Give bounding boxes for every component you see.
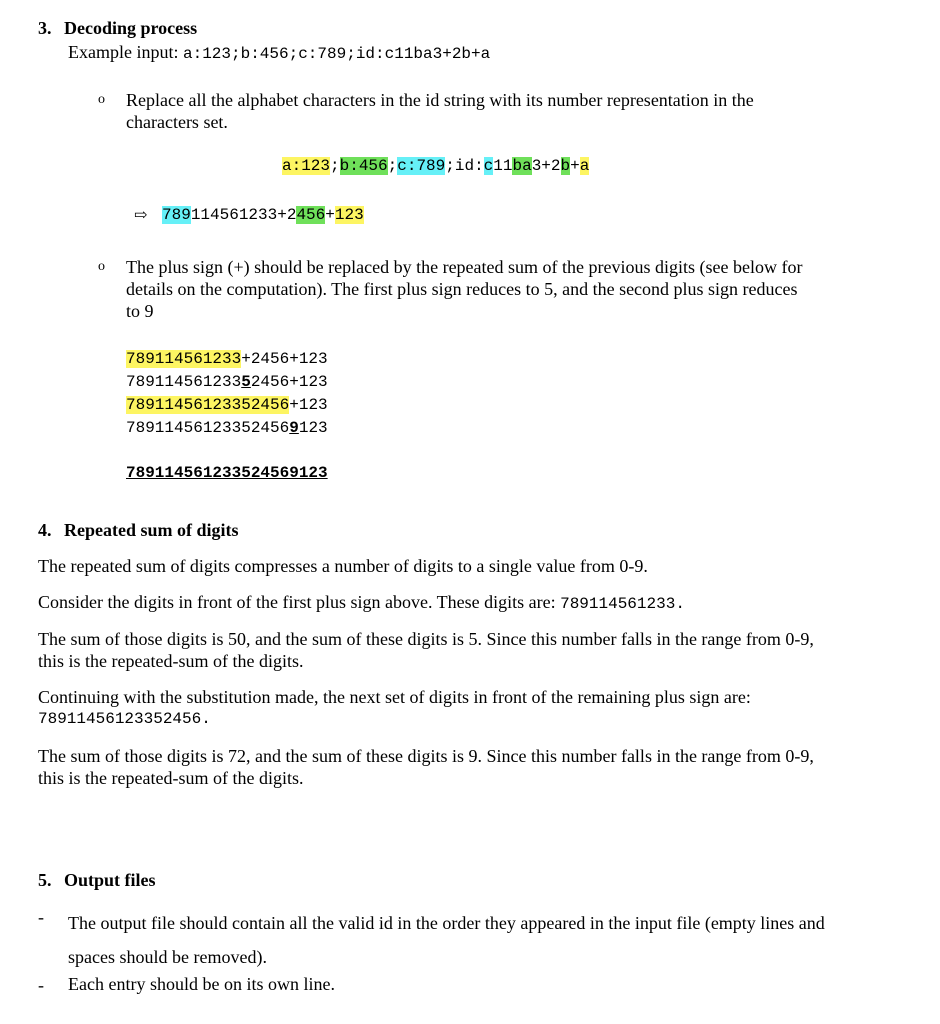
text-line: The plus sign (+) should be replaced by the repeated sum of the previous digits (see below for	[126, 257, 803, 277]
text: Consider the digits in front of the first plus sign above. These digits are:	[38, 592, 561, 612]
dash-bullet: -	[38, 907, 44, 927]
section-5-heading	[38, 870, 156, 891]
section-number: 4.	[38, 520, 52, 540]
section-3-heading	[38, 18, 197, 39]
paragraph	[38, 628, 814, 672]
step-highlight: 78911456123352456	[126, 396, 290, 414]
section-title: Decoding process	[64, 18, 198, 38]
step-line	[126, 348, 328, 371]
text-line: this is the repeated-sum of the digits.	[38, 651, 304, 671]
bullet-1-text	[126, 89, 754, 133]
enc-part: c	[483, 157, 494, 175]
dec-part: +	[325, 206, 335, 224]
enc-part: 3+2	[531, 157, 561, 175]
bullet-icon: o	[98, 259, 105, 274]
dec-part: 789	[162, 206, 191, 224]
inline-code: 78911456123352456.	[38, 710, 211, 728]
enc-part: ;id:	[445, 157, 484, 175]
step-highlight: 789114561233	[126, 350, 242, 368]
text-line: this is the repeated-sum of the digits.	[38, 768, 304, 788]
arrow-right-icon: ⇨	[134, 207, 148, 224]
text-line: Continuing with the substitution made, the next set of digits in front of the remaining plus sign are:	[38, 687, 751, 707]
step-line	[126, 417, 328, 440]
step-rest: +2456+123	[241, 350, 328, 368]
step-rest: +123	[289, 396, 328, 414]
text-line: to 9	[126, 301, 154, 321]
encoded-example	[282, 157, 589, 175]
enc-part: b:456	[339, 157, 388, 175]
enc-part: ;	[387, 157, 398, 175]
step-post: 2456+123	[250, 373, 328, 391]
bullet-2-text	[126, 256, 802, 322]
step-line	[126, 371, 328, 394]
enc-part: b	[560, 157, 571, 175]
section-title: Output files	[64, 870, 156, 890]
section-4-heading	[38, 520, 239, 541]
inline-code: 789114561233.	[560, 595, 685, 613]
enc-part: a	[579, 157, 590, 175]
step-post: 123	[298, 419, 328, 437]
output-item-2: Each entry should be on its own line.	[68, 974, 335, 994]
step-pre: 78911456123352456	[126, 419, 290, 437]
dec-part: 123	[334, 206, 364, 224]
enc-part: ;	[330, 157, 340, 175]
step-digit: 9	[289, 419, 299, 437]
enc-part: ba	[512, 157, 532, 175]
example-label: Example input:	[68, 42, 183, 62]
paragraph	[38, 592, 685, 613]
enc-part: a:123	[282, 157, 331, 175]
section-number: 5.	[38, 870, 52, 890]
output-item-1	[68, 906, 825, 974]
example-code: a:123;b:456;c:789;id:c11ba3+2b+a	[182, 45, 491, 63]
computation-steps	[126, 348, 328, 440]
text-line: The output file should contain all the valid id in the order they appeared in the input file (empty lines and	[68, 913, 825, 933]
enc-part: c:789	[397, 157, 446, 175]
decoded-example	[162, 206, 364, 224]
text-line: Replace all the alphabet characters in the id string with its number representation in the	[126, 90, 754, 110]
dash-bullet: -	[38, 975, 44, 995]
text-line: details on the computation). The first plus sign reduces to 5, and the second plus sign reduces	[126, 279, 798, 299]
section-title: Repeated sum of digits	[64, 520, 239, 540]
text-line: characters set.	[126, 112, 228, 132]
text-line: The sum of those digits is 50, and the sum of these digits is 5. Since this number falls in the range from 0-9,	[38, 629, 814, 649]
step-digit: 5	[241, 373, 251, 391]
final-result: 789114561233524569123	[126, 464, 328, 482]
section-number: 3.	[38, 18, 52, 38]
step-line	[126, 394, 328, 417]
enc-part: 11	[493, 157, 513, 175]
enc-part: +	[570, 157, 580, 175]
step-pre: 789114561233	[126, 373, 242, 391]
paragraph	[38, 745, 814, 789]
dec-part: +2	[277, 206, 297, 224]
paragraph: The repeated sum of digits compresses a number of digits to a single value from 0-9.	[38, 556, 648, 576]
text-line: spaces should be removed).	[68, 947, 267, 967]
paragraph	[38, 686, 751, 730]
example-input-line	[68, 42, 490, 63]
dec-part: 114561233	[190, 206, 278, 224]
dec-part: 456	[296, 206, 326, 224]
bullet-icon: o	[98, 92, 105, 107]
text-line: The sum of those digits is 72, and the sum of these digits is 9. Since this number falls in the range from 0-9,	[38, 746, 814, 766]
